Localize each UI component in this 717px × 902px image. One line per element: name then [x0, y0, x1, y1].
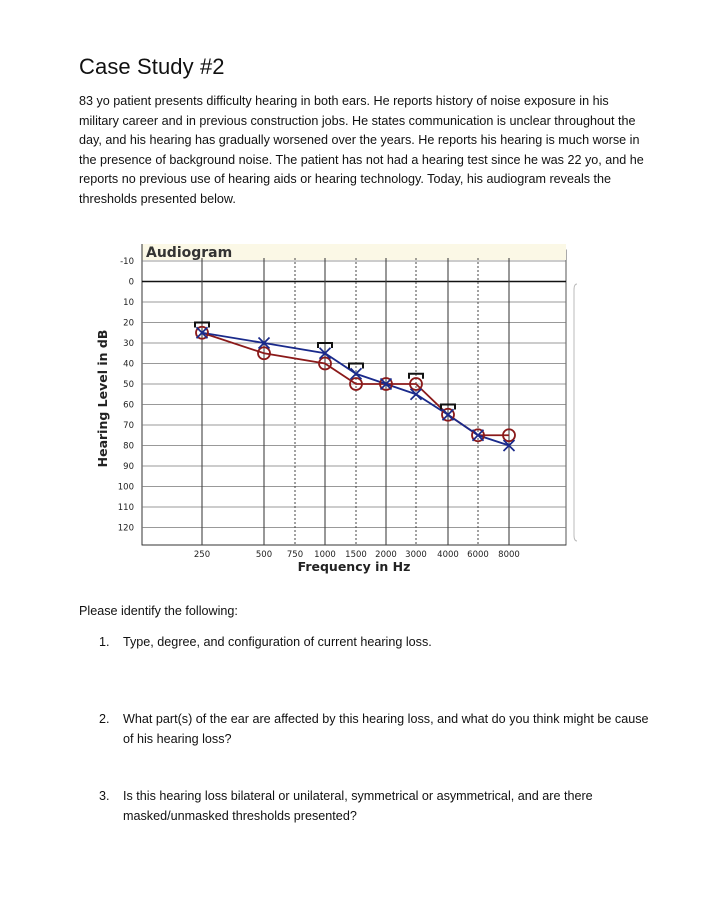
y-tick-label: 120 — [117, 523, 134, 534]
frame-edge — [574, 284, 577, 541]
x-tick-label: 500 — [255, 550, 273, 560]
x-tick-label: 4000 — [437, 550, 459, 560]
question-text: Type, degree, and configuration of current hearing loss. — [123, 635, 432, 649]
page-title: Case Study #2 — [79, 54, 225, 79]
x-tick-label: 1000 — [314, 550, 336, 560]
x-tick-label: 2000 — [375, 550, 397, 560]
question-number: 1. — [99, 635, 110, 649]
audiogram-figure — [80, 238, 590, 583]
y-tick-label: 90 — [123, 462, 134, 473]
y-tick-label: 40 — [123, 359, 134, 370]
y-tick-label: 60 — [123, 400, 134, 411]
chart-title: Audiogram — [146, 245, 233, 261]
plot-area — [142, 250, 566, 545]
x-tick-label: 6000 — [467, 550, 489, 560]
x-axis-label: Frequency in Hz — [297, 559, 411, 574]
y-tick-label: 110 — [117, 503, 134, 514]
question-number: 3. — [99, 789, 110, 803]
x-tick-label: 8000 — [498, 550, 520, 560]
y-tick-label: 0 — [128, 277, 134, 288]
y-tick-label: -10 — [120, 257, 134, 268]
y-tick-label: 50 — [123, 380, 134, 391]
x-tick-label: 1500 — [345, 550, 367, 560]
question-prompt: Please identify the following: — [79, 604, 238, 618]
question-3 — [99, 787, 659, 826]
y-tick-label: 80 — [123, 441, 134, 452]
y-tick-label: 20 — [123, 318, 134, 329]
y-tick-label: 100 — [117, 482, 134, 493]
x-tick-label: 750 — [286, 550, 304, 560]
question-text: Is this hearing loss bilateral or unilateral, symmetrical or asymmetrical, and are there masked/unmasked thresholds presented? — [123, 789, 593, 823]
question-text: What part(s) of the ear are affected by this hearing loss, and what do you think might be cause of his hearing loss? — [123, 712, 649, 746]
y-tick-label: 30 — [123, 339, 134, 350]
y-tick-label: 70 — [123, 421, 134, 432]
question-2 — [99, 710, 659, 749]
x-tick-label: 3000 — [405, 550, 427, 560]
question-number: 2. — [99, 712, 110, 726]
question-1 — [99, 633, 659, 653]
y-axis-label: Hearing Level in dB — [95, 329, 110, 468]
x-tick-label: 250 — [193, 550, 211, 560]
audiogram-chart — [80, 238, 590, 583]
case-description: 83 yo patient presents difficulty hearing in both ears. He reports history of noise exposure in his military career and in previous construction jobs. He states communication is unclear throughout the day, and his hearing has gradually worsened over the years. He reports his hearing is much worse in the presence of background noise. The patient has not had a hearing test since he was 22 yo, and he reports no previous use of hearing aids or hearing technology. Today, his audiogram reveals the thresholds presented below. — [79, 94, 644, 206]
y-tick-label: 10 — [123, 298, 134, 309]
